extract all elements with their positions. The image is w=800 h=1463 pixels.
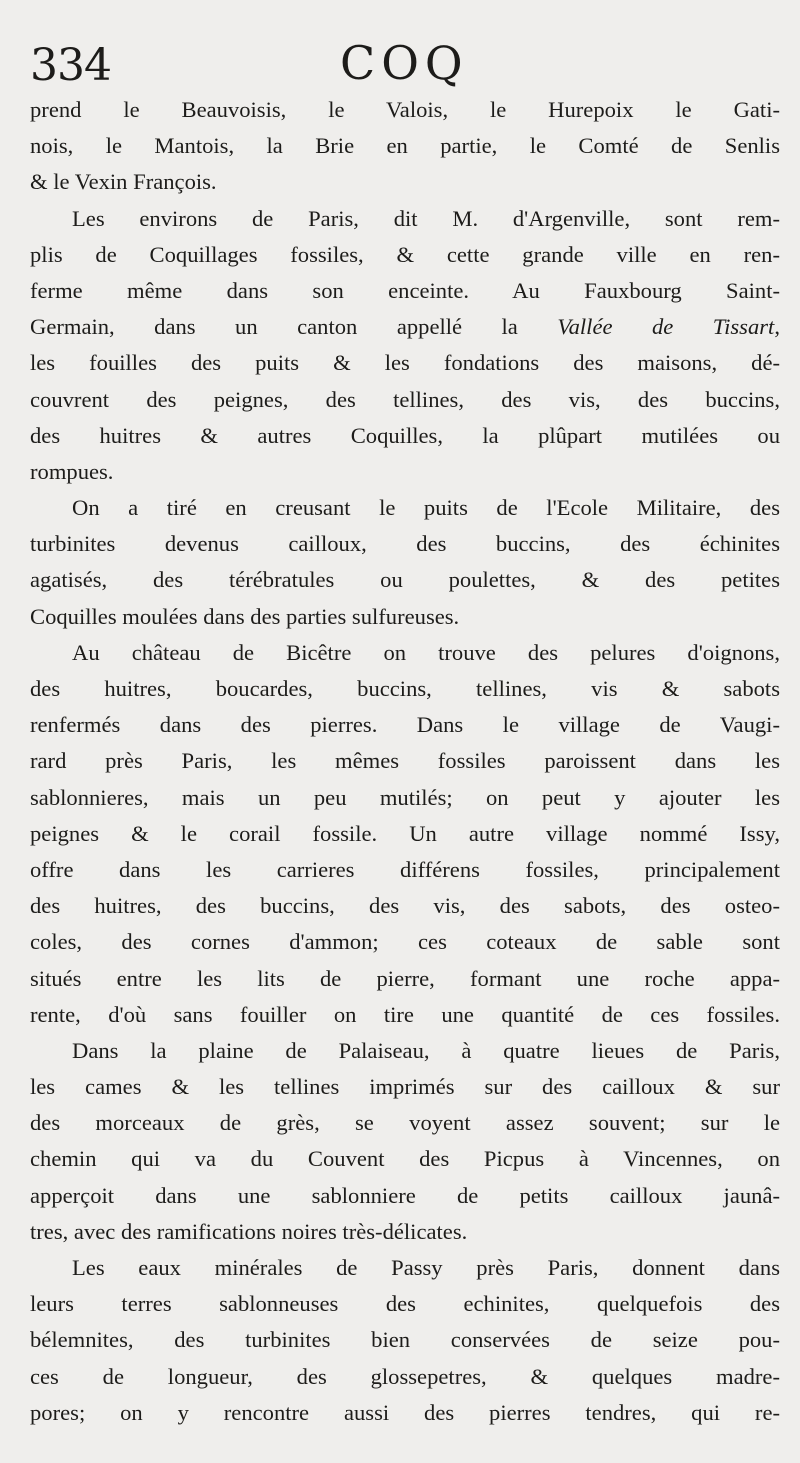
- text-line: prend le Beauvoisis, le Valois, le Hurepoix le Gati-: [30, 97, 780, 122]
- text-line: chemin qui va du Couvent des Picpus à Vincennes, on: [30, 1146, 780, 1172]
- paragraph-start-line: Dans la plaine de Palaiseau, à quatre lieues de Paris,: [72, 1037, 780, 1063]
- text-line: tres, avec des ramifications noires très-délicates.: [30, 1218, 468, 1244]
- paragraph-start-line: On a tiré en creusant le puits de l'Ecole Militaire, des: [72, 495, 780, 521]
- text-segment: ,: [774, 314, 780, 340]
- text-line: plis de Coquillages fossiles, & cette grande ville en ren-: [30, 241, 780, 267]
- page-number: 334: [30, 40, 111, 91]
- text-line: les cames & les tellines imprimés sur des cailloux & sur: [30, 1074, 780, 1100]
- text-line: offre dans les carrieres différens fossiles, principalement: [30, 856, 780, 882]
- running-head: COQ: [340, 36, 469, 90]
- text-line: des huitres, boucardes, buccins, tellines, vis & sabots: [30, 676, 780, 701]
- text-line: bélemnites, des turbinites bien conservées de seize pou-: [30, 1327, 780, 1353]
- text-line: des huitres & autres Coquilles, la plûpart mutilées ou: [30, 422, 780, 448]
- text-line: leurs terres sablonneuses des echinites, quelquefois des: [30, 1291, 780, 1317]
- text-line: rard près Paris, les mêmes fossiles paroissent dans les: [30, 748, 780, 774]
- text-line: sablonnieres, mais un peu mutilés; on peut y ajouter les: [30, 784, 780, 810]
- text-line: & le Vexin François.: [30, 169, 217, 195]
- text-line: turbinites devenus cailloux, des buccins, des échinites: [30, 531, 780, 557]
- text-line: les fouilles des puits & les fondations des maisons, dé-: [30, 350, 780, 376]
- text-line: couvrent des peignes, des tellines, des vis, des buccins,: [30, 386, 780, 412]
- text-line: ces de longueur, des glossepetres, & quelques madre-: [30, 1363, 780, 1389]
- text-line: apperçoit dans une sablonniere de petits cailloux jaunâ-: [30, 1182, 780, 1208]
- text-line: renfermés dans des pierres. Dans le village de Vaugi-: [30, 712, 780, 738]
- italic-place-name: Vallée de Tissart: [557, 314, 775, 340]
- text-line: agatisés, des térébratules ou poulettes, & des petites: [30, 567, 780, 593]
- paragraph-start-line: Les eaux minérales de Passy près Paris, donnent dans: [72, 1255, 780, 1280]
- text-line: rente, d'où sans fouiller on tire une quantité de ces fossiles.: [30, 1001, 780, 1027]
- text-line: peignes & le corail fossile. Un autre village nommé Issy,: [30, 820, 780, 846]
- text-line: pores; on y rencontre aussi des pierres tendres, qui re-: [30, 1399, 780, 1425]
- text-line: coles, des cornes d'ammon; ces coteaux de sable sont: [30, 929, 780, 955]
- text-line-with-italic: [30, 309, 780, 345]
- paragraph-start-line: Les environs de Paris, dit M. d'Argenville, sont rem-: [72, 205, 780, 231]
- text-line: rompues.: [30, 458, 114, 484]
- text-line: des morceaux de grès, se voyent assez souvent; sur le: [30, 1110, 780, 1136]
- text-line: ferme même dans son enceinte. Au Fauxbourg Saint-: [30, 277, 780, 303]
- text-line: des huitres, des buccins, des vis, des sabots, des osteo-: [30, 893, 780, 919]
- body-text: [30, 92, 780, 1431]
- text-line: Coquilles moulées dans des parties sulfureuses.: [30, 603, 460, 629]
- text-line: situés entre les lits de pierre, formant une roche appa-: [30, 965, 780, 991]
- text-line: nois, le Mantois, la Brie en partie, le Comté de Senlis: [30, 133, 780, 159]
- text-segment: Germain, dans un canton appellé la: [30, 314, 558, 340]
- paragraph-start-line: Au château de Bicêtre on trouve des pelures d'oignons,: [72, 639, 780, 665]
